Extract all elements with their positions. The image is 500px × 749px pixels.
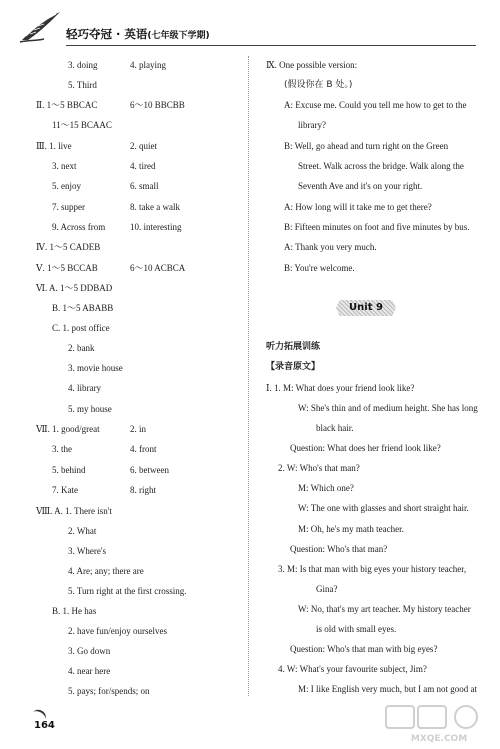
answer-line: B: Fifteen minutes on foot and five minutes by bus. — [284, 222, 470, 232]
column-divider — [248, 56, 249, 696]
answer-line: Ⅱ. 1～5 BBCAC — [36, 100, 98, 110]
answer-line: 4. playing — [130, 60, 166, 70]
answer-line: Ⅸ. One possible version: — [266, 60, 358, 70]
answer-line: B: You're welcome. — [284, 263, 355, 273]
answer-line: 8. right — [130, 485, 156, 495]
answer-line: B: Well, go ahead and turn right on the Green — [284, 141, 449, 151]
answer-line: 6. small — [130, 181, 159, 191]
answer-line: 7. supper — [52, 202, 85, 212]
answer-line: 3. doing — [68, 60, 98, 70]
quill-logo-icon — [18, 10, 64, 44]
answer-line: 听力拓展训练 — [266, 342, 321, 352]
answer-line: 4. W: What's your favourite subject, Jim? — [278, 664, 427, 674]
answer-line: 7. Kate — [52, 485, 78, 495]
answer-line: 10. interesting — [130, 222, 182, 232]
answer-line: Gina? — [316, 584, 338, 594]
answer-line: 3. movie house — [68, 363, 123, 373]
answer-line: Ⅷ. A. 1. There isn't — [36, 506, 112, 516]
answer-line: Ⅳ. 1～5 CADEB — [36, 242, 101, 252]
answer-line: 5. behind — [52, 465, 86, 475]
answer-line: M: Which one? — [298, 483, 354, 493]
book-title-subtitle: (七年级下学期) — [147, 31, 210, 41]
answer-line: is old with small eyes. — [316, 624, 397, 634]
answer-line: 2. in — [130, 424, 147, 434]
answer-line: 5. my house — [68, 404, 112, 414]
answer-line: A: How long will it take me to get there? — [284, 202, 432, 212]
answer-line: A: Excuse me. Could you tell me how to get to the — [284, 100, 467, 110]
answer-line: 6～10 BBCBB — [130, 100, 185, 110]
answer-line: 8. take a walk — [130, 202, 180, 212]
answer-line: C. 1. post office — [52, 323, 110, 333]
page-number-text: 164 — [34, 720, 55, 731]
watermark-logo — [384, 704, 494, 744]
answer-line: W: No, that's my art teacher. My history teacher — [298, 604, 471, 614]
answer-line: B. 1. He has — [52, 606, 97, 616]
answer-line: (假设你在 B 处。) — [284, 80, 353, 90]
answer-line: Ⅵ. A. 1～5 DDBAD — [36, 283, 113, 293]
answer-line: 6～10 ACBCA — [130, 263, 186, 273]
answer-line: 5. enjoy — [52, 181, 81, 191]
answer-line: 4. Are; any; there are — [68, 566, 144, 576]
answer-line: 4. near here — [68, 666, 111, 676]
answer-line: M: I like English very much, but I am not good at — [298, 684, 477, 694]
header-rule — [66, 45, 476, 46]
answer-line: 2. quiet — [130, 141, 157, 151]
answer-line: 4. tired — [130, 161, 156, 171]
answer-line: Seventh Ave and it's on your right. — [298, 181, 423, 191]
answer-line: 2. bank — [68, 343, 95, 353]
answer-line: 2. have fun/enjoy ourselves — [68, 626, 167, 636]
answer-line: 3. the — [52, 444, 72, 454]
answer-line: Question: Who's that man? — [290, 544, 388, 554]
book-title-main: 轻巧夺冠 · 英语 — [66, 27, 148, 41]
answer-line: 2. What — [68, 526, 97, 536]
answer-line: 3. Where's — [68, 546, 106, 556]
answer-line: 3. M: Is that man with big eyes your history teacher, — [278, 564, 467, 574]
answer-line: 4. library — [68, 383, 101, 393]
answer-line: 4. front — [130, 444, 157, 454]
answer-line: 6. between — [130, 465, 169, 475]
answer-line: 5. pays; for/spends; on — [68, 686, 150, 696]
answer-line: 9. Across from — [52, 222, 106, 232]
answer-line: black hair. — [316, 423, 354, 433]
answer-line: Question: What does her friend look like? — [290, 443, 441, 453]
svg-text:MXQE.COM: MXQE.COM — [410, 734, 468, 744]
unit-banner — [336, 300, 396, 316]
answer-line: Street. Walk across the bridge. Walk along the — [298, 161, 464, 171]
answer-line: 5. Turn right at the first crossing. — [68, 586, 187, 596]
answer-line: W: She's thin and of medium height. She has long — [298, 403, 478, 413]
answer-line: library? — [298, 120, 326, 130]
answer-line: 2. W: Who's that man? — [278, 463, 360, 473]
answer-line: 11～15 BCAAC — [52, 120, 112, 130]
page-number — [34, 718, 60, 732]
answer-line: M: Oh, he's my math teacher. — [298, 524, 404, 534]
answer-line: A: Thank you very much. — [284, 242, 377, 252]
answer-line: 【录音原文】 — [266, 362, 321, 372]
answer-line: Question: Who's that man with big eyes? — [290, 644, 438, 654]
answer-line: W: The one with glasses and short straight hair. — [298, 503, 469, 513]
unit-banner-label: Unit 9 — [349, 302, 383, 313]
answer-line: Ⅰ. 1. M: What does your friend look like? — [266, 383, 415, 393]
answer-line: 5. Third — [68, 80, 97, 90]
book-title — [66, 26, 210, 42]
answer-line: Ⅲ. 1. live — [36, 141, 72, 151]
answer-line: 3. next — [52, 161, 77, 171]
answer-line: Ⅴ. 1～5 BCCAB — [36, 263, 98, 273]
answer-line: 3. Go down — [68, 646, 111, 656]
answer-line: Ⅶ. 1. good/great — [36, 424, 100, 434]
answer-line: B. 1～5 ABABB — [52, 303, 114, 313]
